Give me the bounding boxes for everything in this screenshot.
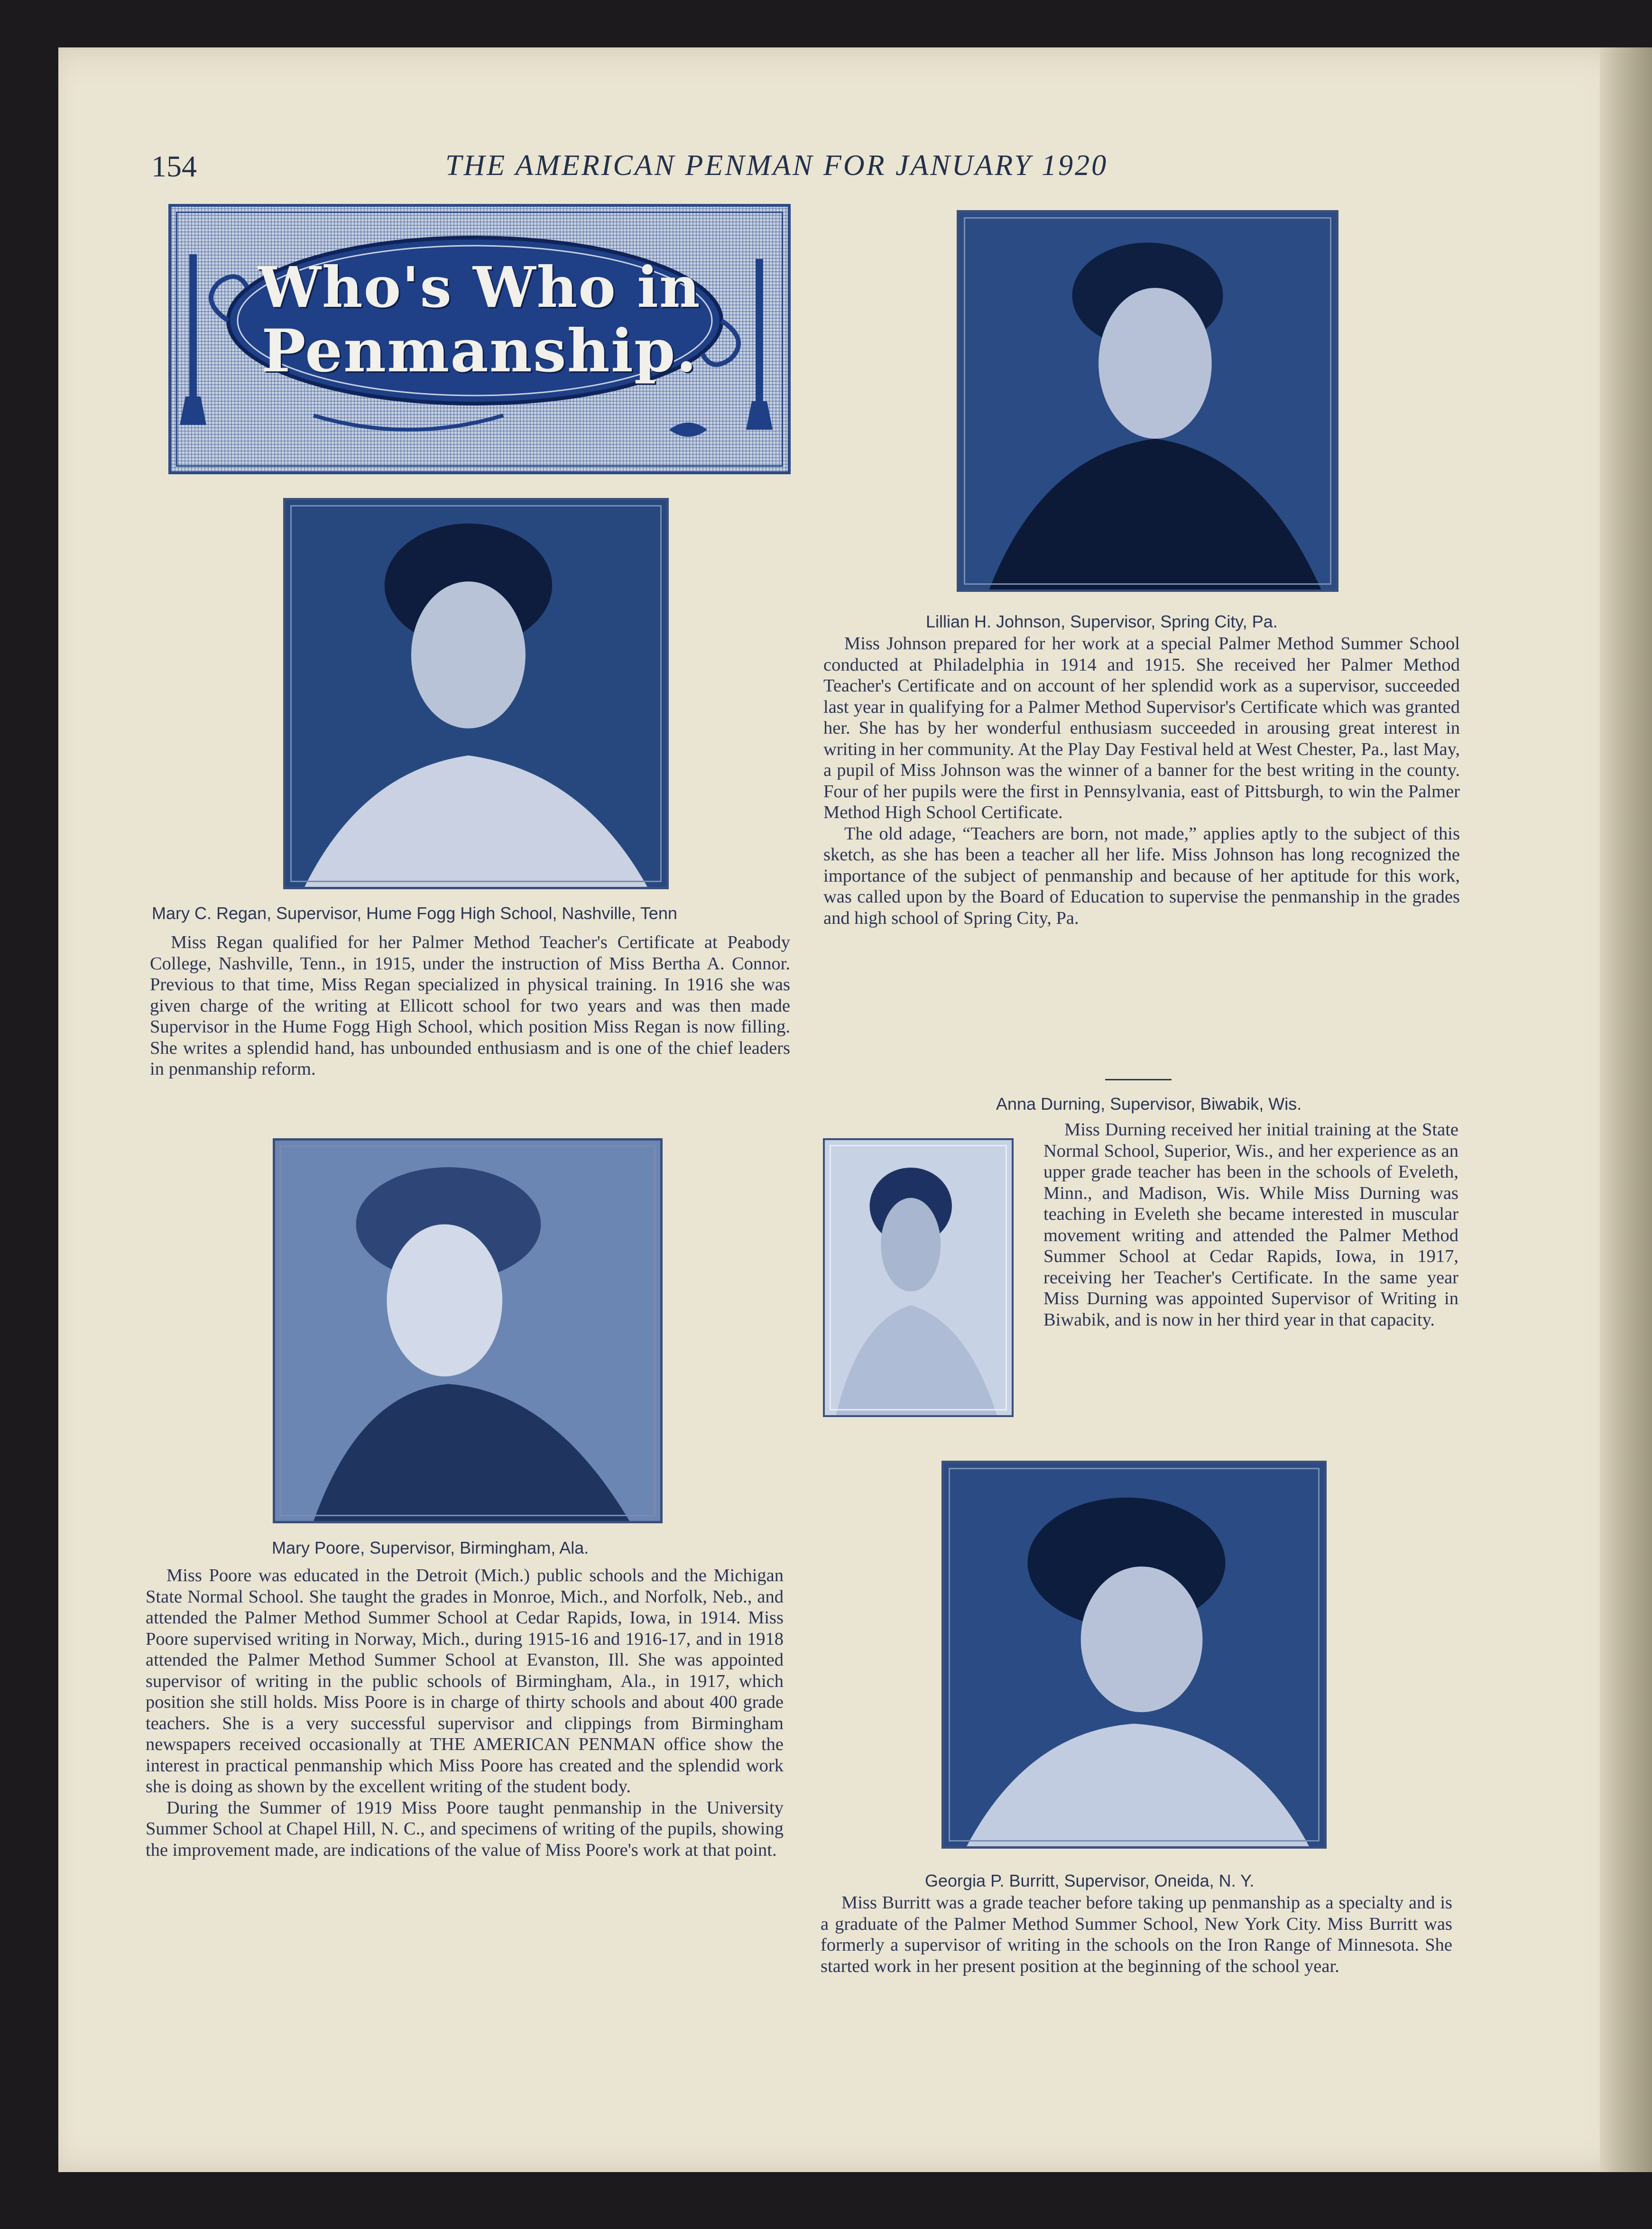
running-header	[151, 149, 1318, 187]
caption-poore: Mary Poore, Supervisor, Birmingham, Ala.	[272, 1538, 589, 1557]
photo-frame	[964, 217, 1331, 585]
bio-paragraph: The old adage, “Teachers are born, not made,” applies aptly to the subject of this sketch, as she has been a teacher all her life. Miss Johnson has long recognized the importance of the subject of penmanship and because of her aptitude for this work, was called upon by the Board of Education to supervise the penmanship in the grades and high school of Spring City, Pa.	[823, 823, 1460, 928]
bio-paragraph: Miss Poore was educated in the Detroit (Mich.) public schools and the Michigan State Normal School. She taught the grades in Monroe, Mich., and Norfolk, Neb., and attended the Palmer Method Summer School at Cedar Rapids, Iowa, in 1914. Miss Poore supervised writing in Norway, Mich., during 1915-16 and 1916-17, and in 1918 attended the Palmer Method Summer School at Evanston, Ill. She was appointed supervisor of writing in the public schools of Birmingham, Ala., in 1917, which position she still holds. Miss Poore is in charge of thirty schools and about 400 grade teachers. She is a very successful supervisor and clippings from Birmingham newspapers received occasionally at THE AMERICAN PENMAN office show the interest in practical penmanship which Miss Poore has created and the splendid work she is doing as shown by the excellent writing of the student body.	[146, 1566, 784, 1796]
whos-who-banner	[168, 204, 791, 474]
portrait-mary-regan	[283, 498, 669, 889]
bio-poore	[146, 1565, 784, 1861]
photo-frame	[280, 1145, 655, 1516]
bio-regan	[150, 932, 790, 1080]
journal-title: THE AMERICAN PENMAN FOR JANUARY 1920	[445, 149, 1108, 182]
bio-paragraph: Miss Regan qualified for her Palmer Method Teacher's Certificate at Peabody College, Nashville, Tenn., in 1915, under the instruction of Miss Bertha A. Connor. Previous to that time, Miss Regan specialized in physical training. In 1916 she was given charge of the writing at Ellicott school for two years and was then made Supervisor in the Hume Fogg High School, which position Miss Regan is now filling. She writes a splendid hand, has unbounded enthusiasm and is one of the chief leaders in penmanship reform.	[150, 932, 790, 1079]
portrait-mary-poore	[273, 1138, 663, 1523]
bio-johnson	[823, 633, 1460, 929]
portrait-lillian-johnson	[957, 210, 1338, 592]
banner-title-line1: Who's Who in	[258, 254, 701, 320]
section-divider	[1105, 1079, 1172, 1080]
bio-durning	[1043, 1119, 1458, 1330]
portrait-anna-durning	[823, 1138, 1014, 1417]
photo-frame	[830, 1145, 1007, 1410]
bio-paragraph: Miss Johnson prepared for her work at a special Palmer Method Summer School conducted at Philadelphia in 1914 and 1915. She received her Palmer Method Teacher's Certificate and on account of her splendid work as a supervisor, succeeded last year in qualifying for a Palmer Method Supervisor's Certificate which was granted her. She has by her wonderful enthusiasm succeeded in arousing great interest in writing in her community. At the Play Day Festival held at West Chester, Pa., last May, a pupil of Miss Johnson was the winner of a banner for the best writing in the county. Four of her pupils were the first in Pennsylvania, east of Pittsburgh, to win the Palmer Method High School Certificate.	[823, 634, 1460, 822]
page-number: 154	[151, 149, 197, 183]
caption-regan: Mary C. Regan, Supervisor, Hume Fogg High School, Nashville, Tenn	[152, 903, 677, 923]
portrait-georgia-burritt	[941, 1461, 1327, 1849]
caption-durning: Anna Durning, Supervisor, Biwabik, Wis.	[996, 1094, 1302, 1114]
caption-burritt: Georgia P. Burritt, Supervisor, Oneida, N. Y.	[925, 1871, 1255, 1890]
bio-burritt	[821, 1892, 1452, 1977]
bio-paragraph: Miss Durning received her initial training at the State Normal School, Superior, Wis., and her experience as an upper grade teacher has been in the schools of Eveleth, Minn., and Madison, Wis. While Miss Durning was teaching in Eveleth she became interested in muscular movement writing and attended the Palmer Method Summer School at Cedar Rapids, Iowa, in 1917, receiving her Teacher's Certificate. In the same year Miss Durning was appointed Supervisor of Writing in Biwabik, and is now in her third year in that capacity.	[1043, 1120, 1458, 1330]
bio-paragraph: During the Summer of 1919 Miss Poore taught penmanship in the University Summer School at Chapel Hill, N. C., and specimens of writing of the pupils, showing the improvement made, are indications of the value of Miss Poore's work at that point.	[146, 1797, 784, 1860]
bio-paragraph: Miss Burritt was a grade teacher before taking up penmanship as a specialty and is a graduate of the Palmer Method Summer School, New York City. Miss Burritt was formerly a supervisor of writing in the schools on the Iron Range of Minnesota. She started work in her present position at the beginning of the school year.	[821, 1893, 1452, 1976]
banner-title-line2: Penmanship.	[261, 317, 698, 386]
caption-johnson: Lillian H. Johnson, Supervisor, Spring City, Pa.	[926, 612, 1278, 631]
page-binding	[1600, 47, 1652, 2172]
photo-frame	[949, 1468, 1320, 1842]
photo-frame	[290, 505, 662, 882]
